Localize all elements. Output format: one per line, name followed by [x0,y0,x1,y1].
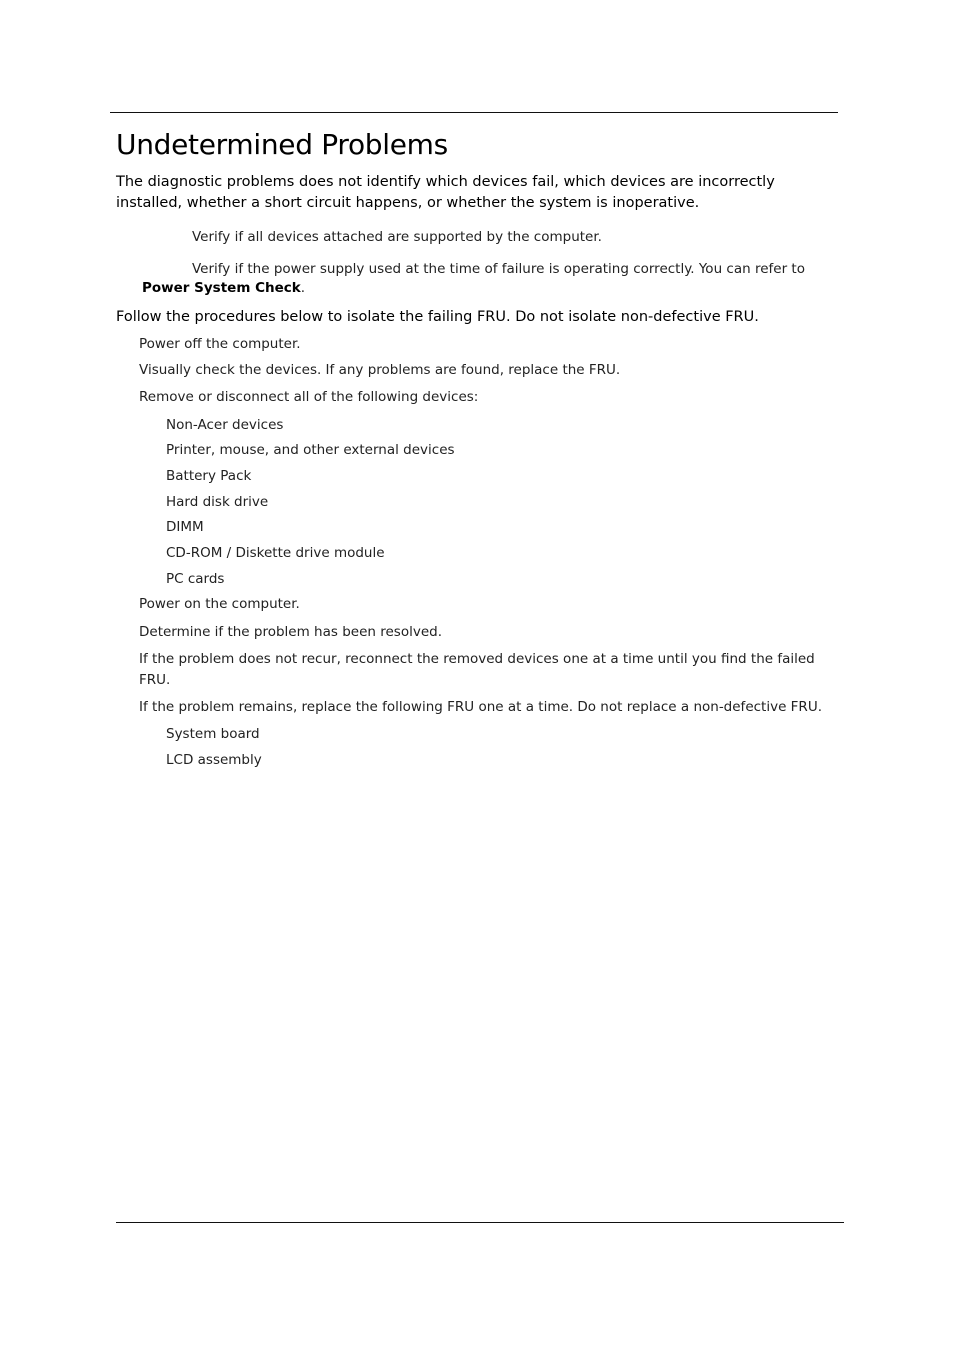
device-item: Battery Pack [166,468,252,484]
power-system-check-link[interactable]: Power System Check [142,280,301,296]
verify-item [142,228,832,247]
step-item: If the problem does not recur, reconnect the removed devices one at a time until you find the failed FRU. [139,651,815,688]
device-item: Printer, mouse, and other external devices [166,442,455,458]
step-item: Power off the computer. [139,336,301,352]
device-item: CD-ROM / Diskette drive module [166,545,385,561]
device-item: Non-Acer devices [166,417,284,433]
device-item: Hard disk drive [166,494,269,510]
verify-item [142,260,832,298]
procedure-intro: Follow the procedures below to isolate the failing FRU. Do not isolate non-defective FRU. [116,309,759,325]
verify-suffix: . [300,280,306,296]
page-title: Undetermined Problems [116,128,448,161]
device-item: PC cards [166,571,225,587]
verify-text: Verify if the power supply used at the time of failure is operating correctly. You can refer to [192,261,805,277]
step-item: Remove or disconnect all of the following devices: [139,389,479,405]
fru-item: System board [166,726,260,742]
step-item: Visually check the devices. If any problems are found, replace the FRU. [139,362,621,378]
fru-item: LCD assembly [166,752,262,768]
step-item: If the problem remains, replace the following FRU one at a time. Do not replace a non-defective FRU. [139,699,822,715]
intro-paragraph: The diagnostic problems does not identify which devices fail, which devices are incorrectly installed, whether a short circuit happens, or whether the system is inoperative. [116,174,775,211]
footer-rule [116,1222,844,1223]
step-item: Power on the computer. [139,596,300,612]
device-item: DIMM [166,519,204,535]
step-item: Determine if the problem has been resolved. [139,624,442,640]
verify-text: Verify if all devices attached are supported by the computer. [192,229,602,245]
header-rule [110,112,838,113]
